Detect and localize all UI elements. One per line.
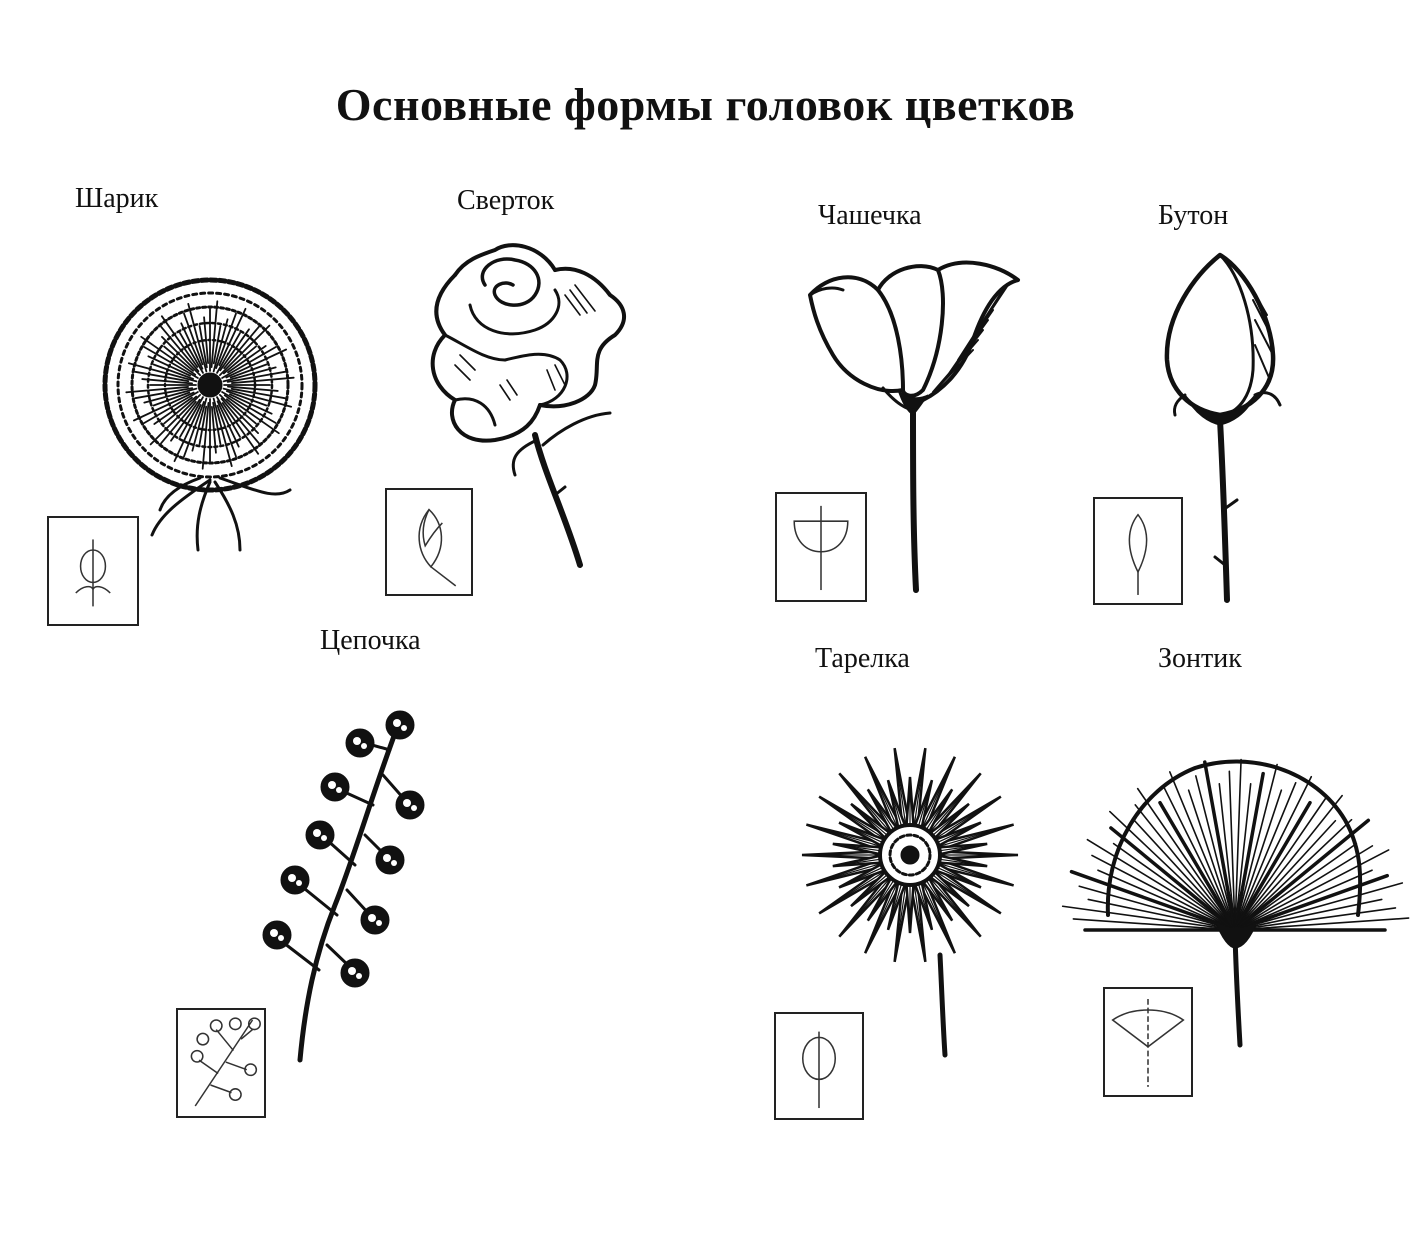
buton-scheme: [1093, 497, 1183, 605]
tarelka-aster-drawing: [800, 715, 1030, 1060]
label-svertok: Сверток: [457, 185, 555, 216]
page-title: Основные формы головок цветков: [335, 79, 1076, 130]
tsepochka-scheme: [176, 1008, 266, 1118]
sharik-scheme: [47, 516, 139, 626]
label-chashechka: Чашечка: [818, 200, 922, 231]
svertok-scheme: [385, 488, 473, 596]
label-tarelka: Тарелка: [815, 643, 910, 674]
label-zontik: Зонтик: [1158, 643, 1242, 674]
tsepochka-raceme-drawing: [255, 705, 430, 1065]
sharik-flower-drawing: [90, 250, 330, 560]
zontik-scheme: [1103, 987, 1193, 1097]
chashechka-scheme: [775, 492, 867, 602]
label-sharik: Шарик: [75, 183, 159, 214]
label-tsepochka: Цепочка: [320, 625, 421, 656]
tarelka-scheme: [774, 1012, 864, 1120]
label-buton: Бутон: [1158, 200, 1229, 231]
